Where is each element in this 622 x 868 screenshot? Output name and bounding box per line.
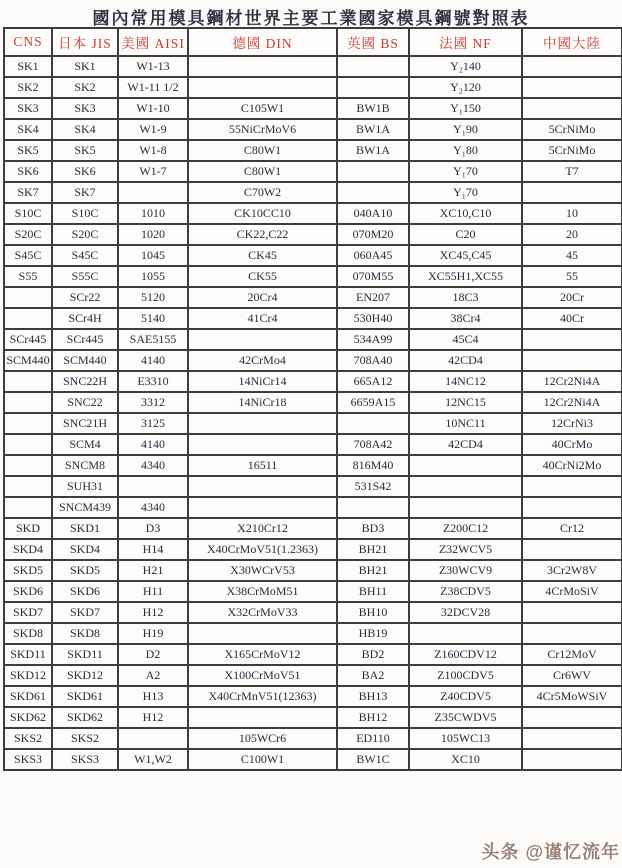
table-cell: CK55 bbox=[188, 266, 337, 287]
table-row bbox=[4, 266, 622, 287]
table-cell: 20Cr bbox=[522, 287, 622, 308]
table-row bbox=[4, 581, 622, 602]
table-cell: Cr12MoV bbox=[522, 644, 622, 665]
table-cell: S20C bbox=[52, 224, 118, 245]
table-cell: SNC22 bbox=[52, 392, 118, 413]
table-cell: D3 bbox=[118, 518, 188, 539]
table-row bbox=[4, 245, 622, 266]
table-cell: 105WC13 bbox=[409, 728, 522, 749]
table-cell: SKD7 bbox=[4, 602, 52, 623]
table-cell: Y₁90 bbox=[409, 119, 522, 140]
table-cell bbox=[118, 182, 188, 203]
table-row bbox=[4, 434, 622, 455]
table-cell: Z160CDV12 bbox=[409, 644, 522, 665]
table-cell: 708A40 bbox=[337, 350, 409, 371]
table-cell: EN207 bbox=[337, 287, 409, 308]
table-cell: SKD4 bbox=[52, 539, 118, 560]
table-cell: 41Cr4 bbox=[188, 308, 337, 329]
table-cell: SNC21H bbox=[52, 413, 118, 434]
table-cell: 3312 bbox=[118, 392, 188, 413]
table-cell: 816M40 bbox=[337, 455, 409, 476]
table-row bbox=[4, 287, 622, 308]
table-cell: XC55H1,XC55 bbox=[409, 266, 522, 287]
table-cell bbox=[522, 182, 622, 203]
table-cell bbox=[522, 329, 622, 350]
table-row bbox=[4, 413, 622, 434]
table-cell bbox=[4, 497, 52, 518]
table-cell: 5CrNiMo bbox=[522, 119, 622, 140]
table-cell: BW1A bbox=[337, 140, 409, 161]
table-cell: 070M20 bbox=[337, 224, 409, 245]
table-cell: 42CrMo4 bbox=[188, 350, 337, 371]
table-cell bbox=[4, 413, 52, 434]
table-cell bbox=[188, 77, 337, 98]
table-cell: SAE5155 bbox=[118, 329, 188, 350]
table-cell: SKD4 bbox=[4, 539, 52, 560]
table-cell: 708A42 bbox=[337, 434, 409, 455]
table-cell: Cr6WV bbox=[522, 665, 622, 686]
table-cell: SKD8 bbox=[4, 623, 52, 644]
table-cell: SKD bbox=[4, 518, 52, 539]
table-cell bbox=[522, 77, 622, 98]
header-cell: 美國 AISI bbox=[118, 28, 188, 56]
table-cell: SKS3 bbox=[52, 749, 118, 770]
table-cell: C105W1 bbox=[188, 98, 337, 119]
table-cell: SKD6 bbox=[4, 581, 52, 602]
table-row bbox=[4, 56, 622, 77]
table-cell: SCM440 bbox=[52, 350, 118, 371]
table-row bbox=[4, 728, 622, 749]
table-cell: 12Cr2Ni4A bbox=[522, 392, 622, 413]
table-header bbox=[4, 28, 622, 56]
table-cell: SK4 bbox=[52, 119, 118, 140]
table-cell: BW1A bbox=[337, 119, 409, 140]
table-cell: HB19 bbox=[337, 623, 409, 644]
table-cell: 665A12 bbox=[337, 371, 409, 392]
table-cell: S20C bbox=[4, 224, 52, 245]
table-cell: SK5 bbox=[52, 140, 118, 161]
table-cell: SKS2 bbox=[4, 728, 52, 749]
table-cell bbox=[188, 707, 337, 728]
table-cell: 12Cr2Ni4A bbox=[522, 371, 622, 392]
table-cell bbox=[337, 182, 409, 203]
table-cell: 45 bbox=[522, 245, 622, 266]
table-cell bbox=[522, 350, 622, 371]
table-cell bbox=[522, 56, 622, 77]
table-cell: SKD12 bbox=[52, 665, 118, 686]
table-cell: W1-11 1/2 bbox=[118, 77, 188, 98]
table-cell: Y₂120 bbox=[409, 77, 522, 98]
table-cell: 6659A15 bbox=[337, 392, 409, 413]
table-cell: SK4 bbox=[4, 119, 52, 140]
table-cell bbox=[522, 602, 622, 623]
table-cell: 40CrNi2Mo bbox=[522, 455, 622, 476]
table-cell bbox=[4, 287, 52, 308]
table-cell bbox=[522, 623, 622, 644]
table-cell: X32CrMoV33 bbox=[188, 602, 337, 623]
table-cell: SK1 bbox=[52, 56, 118, 77]
table-row bbox=[4, 371, 622, 392]
table-row bbox=[4, 455, 622, 476]
table-cell: Z200C12 bbox=[409, 518, 522, 539]
table-cell: 5140 bbox=[118, 308, 188, 329]
table-cell: X40CrMoV51(1.2363) bbox=[188, 539, 337, 560]
table-row bbox=[4, 77, 622, 98]
table-cell bbox=[188, 329, 337, 350]
table-cell: H12 bbox=[118, 707, 188, 728]
table-cell: 14NiCr14 bbox=[188, 371, 337, 392]
table-cell: SNCM439 bbox=[52, 497, 118, 518]
table-cell: S10C bbox=[4, 203, 52, 224]
table-cell: 4340 bbox=[118, 455, 188, 476]
table-row bbox=[4, 308, 622, 329]
table-cell: SKD8 bbox=[52, 623, 118, 644]
table-cell: H13 bbox=[118, 686, 188, 707]
table-cell: XC10,C10 bbox=[409, 203, 522, 224]
table-row bbox=[4, 98, 622, 119]
table-cell bbox=[118, 728, 188, 749]
table-cell: Y₁70 bbox=[409, 161, 522, 182]
table-cell: ED110 bbox=[337, 728, 409, 749]
table-cell: SKD61 bbox=[52, 686, 118, 707]
table-cell: SK7 bbox=[4, 182, 52, 203]
table-cell: S45C bbox=[4, 245, 52, 266]
table-cell: 4340 bbox=[118, 497, 188, 518]
table-cell: C80W1 bbox=[188, 161, 337, 182]
table-cell: 42CD4 bbox=[409, 350, 522, 371]
table-cell bbox=[522, 98, 622, 119]
table-cell: SKD61 bbox=[4, 686, 52, 707]
header-cell: 德國 DIN bbox=[188, 28, 337, 56]
table-row bbox=[4, 140, 622, 161]
table-row bbox=[4, 476, 622, 497]
table-cell bbox=[188, 476, 337, 497]
table-cell: 531S42 bbox=[337, 476, 409, 497]
table-cell: 38Cr4 bbox=[409, 308, 522, 329]
header-cell: 中國大陸 bbox=[522, 28, 622, 56]
table-cell: 1045 bbox=[118, 245, 188, 266]
table-cell: 1010 bbox=[118, 203, 188, 224]
table-cell: BW1B bbox=[337, 98, 409, 119]
table-cell bbox=[4, 392, 52, 413]
table-cell: C80W1 bbox=[188, 140, 337, 161]
header-cell: 日本 JIS bbox=[52, 28, 118, 56]
table-cell: H21 bbox=[118, 560, 188, 581]
table-cell: Z30WCV9 bbox=[409, 560, 522, 581]
table-cell: 070M55 bbox=[337, 266, 409, 287]
table-cell: XC45,C45 bbox=[409, 245, 522, 266]
table-cell: 18C3 bbox=[409, 287, 522, 308]
table-cell: 3125 bbox=[118, 413, 188, 434]
table-cell: X40CrMnV51(12363) bbox=[188, 686, 337, 707]
table-cell: SK2 bbox=[4, 77, 52, 98]
table-cell bbox=[409, 476, 522, 497]
table-cell: 40Cr bbox=[522, 308, 622, 329]
table-cell: SKD5 bbox=[52, 560, 118, 581]
table-cell: SCM4 bbox=[52, 434, 118, 455]
table-cell: 14NC12 bbox=[409, 371, 522, 392]
table-cell bbox=[522, 476, 622, 497]
table-cell: SNC22H bbox=[52, 371, 118, 392]
table-cell: SCr445 bbox=[52, 329, 118, 350]
table-cell: 105WCr6 bbox=[188, 728, 337, 749]
table-cell: 20Cr4 bbox=[188, 287, 337, 308]
table-cell: SKD7 bbox=[52, 602, 118, 623]
table-cell: H14 bbox=[118, 539, 188, 560]
table-cell bbox=[188, 623, 337, 644]
table-cell: SK6 bbox=[52, 161, 118, 182]
table-cell: SKD62 bbox=[4, 707, 52, 728]
table-cell: C70W2 bbox=[188, 182, 337, 203]
table-cell: SCr22 bbox=[52, 287, 118, 308]
table-cell bbox=[4, 476, 52, 497]
table-cell: BW1C bbox=[337, 749, 409, 770]
table-cell bbox=[337, 77, 409, 98]
table-cell: Z100CDV5 bbox=[409, 665, 522, 686]
table-cell: D2 bbox=[118, 644, 188, 665]
table-row bbox=[4, 518, 622, 539]
table-cell: 45C4 bbox=[409, 329, 522, 350]
table-cell: S10C bbox=[52, 203, 118, 224]
table-cell: E3310 bbox=[118, 371, 188, 392]
table-cell: 5120 bbox=[118, 287, 188, 308]
table-cell: SKS3 bbox=[4, 749, 52, 770]
table-cell: SK6 bbox=[4, 161, 52, 182]
table-cell: 4CrMoSiV bbox=[522, 581, 622, 602]
table-cell: Cr12 bbox=[522, 518, 622, 539]
table-row bbox=[4, 329, 622, 350]
table-cell: BA2 bbox=[337, 665, 409, 686]
table-cell: Y₁80 bbox=[409, 140, 522, 161]
table-cell: 32DCV28 bbox=[409, 602, 522, 623]
table-cell: XC10 bbox=[409, 749, 522, 770]
table-cell: 12NC15 bbox=[409, 392, 522, 413]
table-row bbox=[4, 161, 622, 182]
table-cell: S55 bbox=[4, 266, 52, 287]
watermark: 头条 @谨忆流年 bbox=[481, 842, 620, 862]
table-cell: X165CrMoV12 bbox=[188, 644, 337, 665]
table-cell: SKD12 bbox=[4, 665, 52, 686]
table-cell: 12CrNi3 bbox=[522, 413, 622, 434]
table-cell bbox=[4, 455, 52, 476]
table-cell: SKD5 bbox=[4, 560, 52, 581]
table-cell: T7 bbox=[522, 161, 622, 182]
table-cell: 3Cr2W8V bbox=[522, 560, 622, 581]
table-cell: BH21 bbox=[337, 539, 409, 560]
table-cell: Y₂140 bbox=[409, 56, 522, 77]
table-cell: SK3 bbox=[52, 98, 118, 119]
table-row bbox=[4, 119, 622, 140]
table-row bbox=[4, 665, 622, 686]
table-cell: BH21 bbox=[337, 560, 409, 581]
table-cell: Z32WCV5 bbox=[409, 539, 522, 560]
table-body bbox=[4, 56, 622, 770]
table-cell: CK45 bbox=[188, 245, 337, 266]
table-cell: 1055 bbox=[118, 266, 188, 287]
table-cell: 55NiCrMoV6 bbox=[188, 119, 337, 140]
table-cell: BH10 bbox=[337, 602, 409, 623]
table-cell: Z35CWDV5 bbox=[409, 707, 522, 728]
table-cell: SCr4H bbox=[52, 308, 118, 329]
table-cell bbox=[337, 413, 409, 434]
table-cell: 534A99 bbox=[337, 329, 409, 350]
table-cell: SKD1 bbox=[52, 518, 118, 539]
table-cell: W1,W2 bbox=[118, 749, 188, 770]
table-cell: 4Cr5MoWSiV bbox=[522, 686, 622, 707]
table-cell bbox=[188, 56, 337, 77]
table-cell bbox=[409, 455, 522, 476]
table-cell: Y₁70 bbox=[409, 182, 522, 203]
table-cell: SK2 bbox=[52, 77, 118, 98]
table-cell: 55 bbox=[522, 266, 622, 287]
table-cell bbox=[188, 434, 337, 455]
table-cell: X38CrMoM51 bbox=[188, 581, 337, 602]
header-cell: 法國 NF bbox=[409, 28, 522, 56]
table-cell bbox=[522, 539, 622, 560]
table-row bbox=[4, 203, 622, 224]
table-cell bbox=[337, 161, 409, 182]
table-cell: H11 bbox=[118, 581, 188, 602]
table-cell bbox=[118, 476, 188, 497]
table-cell: SUH31 bbox=[52, 476, 118, 497]
table-cell: A2 bbox=[118, 665, 188, 686]
table-cell: SK5 bbox=[4, 140, 52, 161]
table-cell: H19 bbox=[118, 623, 188, 644]
table-cell: 10 bbox=[522, 203, 622, 224]
table-cell: S55C bbox=[52, 266, 118, 287]
table-cell: Y₁150 bbox=[409, 98, 522, 119]
table-cell: Z40CDV5 bbox=[409, 686, 522, 707]
table-cell: 4140 bbox=[118, 434, 188, 455]
table-cell: H12 bbox=[118, 602, 188, 623]
table-row bbox=[4, 602, 622, 623]
table-row bbox=[4, 707, 622, 728]
table-cell: CK10CC10 bbox=[188, 203, 337, 224]
table-row bbox=[4, 182, 622, 203]
table-cell: 20 bbox=[522, 224, 622, 245]
table-cell bbox=[522, 749, 622, 770]
table-cell bbox=[522, 497, 622, 518]
table-cell: SKD11 bbox=[52, 644, 118, 665]
table-cell: 16511 bbox=[188, 455, 337, 476]
table-cell: Z38CDV5 bbox=[409, 581, 522, 602]
table-row bbox=[4, 497, 622, 518]
table-cell: X100CrMoV51 bbox=[188, 665, 337, 686]
table-cell bbox=[337, 497, 409, 518]
table-cell: 530H40 bbox=[337, 308, 409, 329]
table-cell: BD2 bbox=[337, 644, 409, 665]
table-cell: 1020 bbox=[118, 224, 188, 245]
table-row bbox=[4, 539, 622, 560]
table-cell: S45C bbox=[52, 245, 118, 266]
table-row bbox=[4, 350, 622, 371]
table-row bbox=[4, 224, 622, 245]
table-cell: SKD62 bbox=[52, 707, 118, 728]
table-cell: W1-10 bbox=[118, 98, 188, 119]
table-cell bbox=[409, 623, 522, 644]
table-cell bbox=[188, 413, 337, 434]
table-row bbox=[4, 644, 622, 665]
table-cell: W1-13 bbox=[118, 56, 188, 77]
table-cell bbox=[522, 707, 622, 728]
table-cell bbox=[4, 434, 52, 455]
table-cell: SNCM8 bbox=[52, 455, 118, 476]
table-cell bbox=[522, 728, 622, 749]
table-cell: 4140 bbox=[118, 350, 188, 371]
table-cell: C20 bbox=[409, 224, 522, 245]
table-cell: SCr445 bbox=[4, 329, 52, 350]
table-cell: 40CrMo bbox=[522, 434, 622, 455]
table-cell: 060A45 bbox=[337, 245, 409, 266]
table-cell bbox=[337, 56, 409, 77]
header-cell: CNS bbox=[4, 28, 52, 56]
table-cell: BH12 bbox=[337, 707, 409, 728]
table-row bbox=[4, 686, 622, 707]
table-cell: CK22,C22 bbox=[188, 224, 337, 245]
table-cell bbox=[409, 497, 522, 518]
table-cell: 040A10 bbox=[337, 203, 409, 224]
table-cell: SKS2 bbox=[52, 728, 118, 749]
table-cell: 14NiCr18 bbox=[188, 392, 337, 413]
table-cell: SK3 bbox=[4, 98, 52, 119]
table-cell: BD3 bbox=[337, 518, 409, 539]
steel-grade-comparison-table bbox=[3, 27, 622, 771]
table-cell bbox=[188, 497, 337, 518]
table-cell: W1-7 bbox=[118, 161, 188, 182]
table-cell: W1-8 bbox=[118, 140, 188, 161]
table-header-row bbox=[4, 28, 622, 56]
table-cell: BH13 bbox=[337, 686, 409, 707]
table-row bbox=[4, 623, 622, 644]
table-cell: W1-9 bbox=[118, 119, 188, 140]
table-row bbox=[4, 392, 622, 413]
table-row bbox=[4, 749, 622, 770]
table-cell bbox=[4, 308, 52, 329]
table-cell: 5CrNiMo bbox=[522, 140, 622, 161]
table-cell bbox=[4, 371, 52, 392]
table-cell: SKD6 bbox=[52, 581, 118, 602]
table-cell: X30WCrV53 bbox=[188, 560, 337, 581]
header-cell: 英國 BS bbox=[337, 28, 409, 56]
table-cell: 10NC11 bbox=[409, 413, 522, 434]
table-cell: SCM440 bbox=[4, 350, 52, 371]
table-cell: C100W1 bbox=[188, 749, 337, 770]
table-cell: 42CD4 bbox=[409, 434, 522, 455]
table-cell: BH11 bbox=[337, 581, 409, 602]
table-cell: SK1 bbox=[4, 56, 52, 77]
table-cell: SKD11 bbox=[4, 644, 52, 665]
table-row bbox=[4, 560, 622, 581]
table-cell: X210Cr12 bbox=[188, 518, 337, 539]
page-title: 國內常用模具鋼材世界主要工業國家模具鋼號對照表 bbox=[92, 9, 530, 28]
table-cell: SK7 bbox=[52, 182, 118, 203]
